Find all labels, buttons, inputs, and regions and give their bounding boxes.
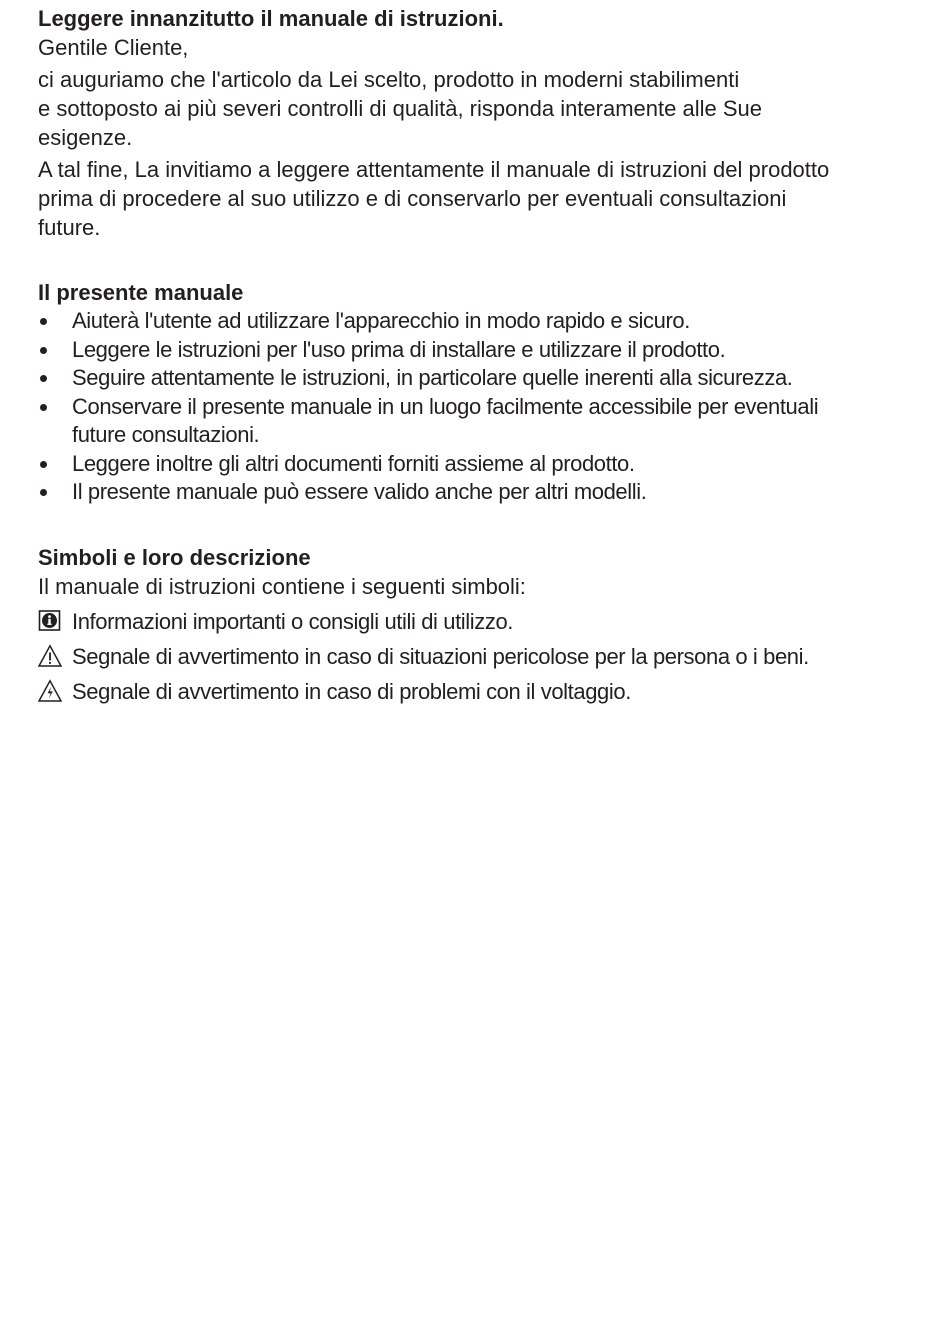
bullet-icon (40, 461, 47, 468)
bullet-icon (40, 489, 47, 496)
high-voltage-icon (38, 679, 62, 703)
manual-section (38, 278, 918, 507)
warning-triangle-icon (38, 644, 62, 668)
intro-paragraph-2-line: prima di procedere al suo utilizzo e di conservarlo per eventuali consultazioni (38, 186, 787, 211)
symbol-row-warning (38, 642, 918, 671)
manual-section-title: Il presente manuale (38, 280, 244, 305)
list-item-text-continued: future consultazioni. (72, 422, 260, 447)
list-item-text: Conservare il presente manuale in un luogo facilmente accessibile per eventuali (72, 393, 819, 419)
list-item-text: Seguire attentamente le istruzioni, in particolare quelle inerenti alla sicurezza. (72, 365, 793, 390)
intro-title: Leggere innanzitutto il manuale di istruzioni. (38, 6, 504, 31)
bullet-icon (40, 347, 47, 354)
bullet-icon (40, 318, 47, 325)
symbols-section (38, 543, 918, 706)
list-item (38, 450, 918, 479)
intro-paragraph-1-line: esigenze. (38, 125, 133, 150)
list-item (38, 336, 918, 365)
symbols-section-title: Simboli e loro descrizione (38, 544, 311, 570)
intro-paragraph-1 (38, 65, 918, 152)
symbol-row-info (38, 607, 918, 636)
list-item-text: Aiuterà l'utente ad utilizzare l'apparecchio in modo rapido e sicuro. (72, 308, 690, 333)
list-item (38, 478, 918, 507)
manual-bullet-list (38, 307, 918, 507)
list-item-text: Il presente manuale può essere valido anche per altri modelli. (72, 479, 647, 504)
symbol-description: Segnale di avvertimento in caso di situazioni pericolose per la persona o i beni. (72, 643, 809, 669)
manual-page (38, 4, 918, 706)
list-item-text: Leggere le istruzioni per l'uso prima di installare e utilizzare il prodotto. (72, 336, 726, 362)
bullet-icon (40, 404, 47, 411)
intro-paragraph-2 (38, 155, 918, 242)
list-item (38, 307, 918, 336)
list-item (38, 364, 918, 393)
symbol-row-voltage (38, 677, 918, 706)
intro-paragraph-2-line: future. (38, 215, 101, 240)
intro-paragraph-1-line: e sottoposto ai più severi controlli di qualità, risponda interamente alle Sue (38, 96, 762, 121)
list-item-text: Leggere inoltre gli altri documenti forniti assieme al prodotto. (72, 450, 635, 476)
bullet-icon (40, 375, 47, 382)
intro-paragraph-1-line: ci auguriamo che l'articolo da Lei scelto, prodotto in moderni stabilimenti (38, 67, 740, 92)
symbol-description: Segnale di avvertimento in caso di problemi con il voltaggio. (72, 678, 631, 704)
list-item (38, 393, 918, 450)
info-icon (38, 609, 62, 633)
intro-greeting: Gentile Cliente, (38, 35, 189, 60)
intro-paragraph-2-line: A tal fine, La invitiamo a leggere attentamente il manuale di istruzioni del prodotto (38, 157, 830, 182)
symbols-intro: Il manuale di istruzioni contiene i seguenti simboli: (38, 573, 526, 599)
symbol-description: Informazioni importanti o consigli utili di utilizzo. (72, 608, 513, 634)
